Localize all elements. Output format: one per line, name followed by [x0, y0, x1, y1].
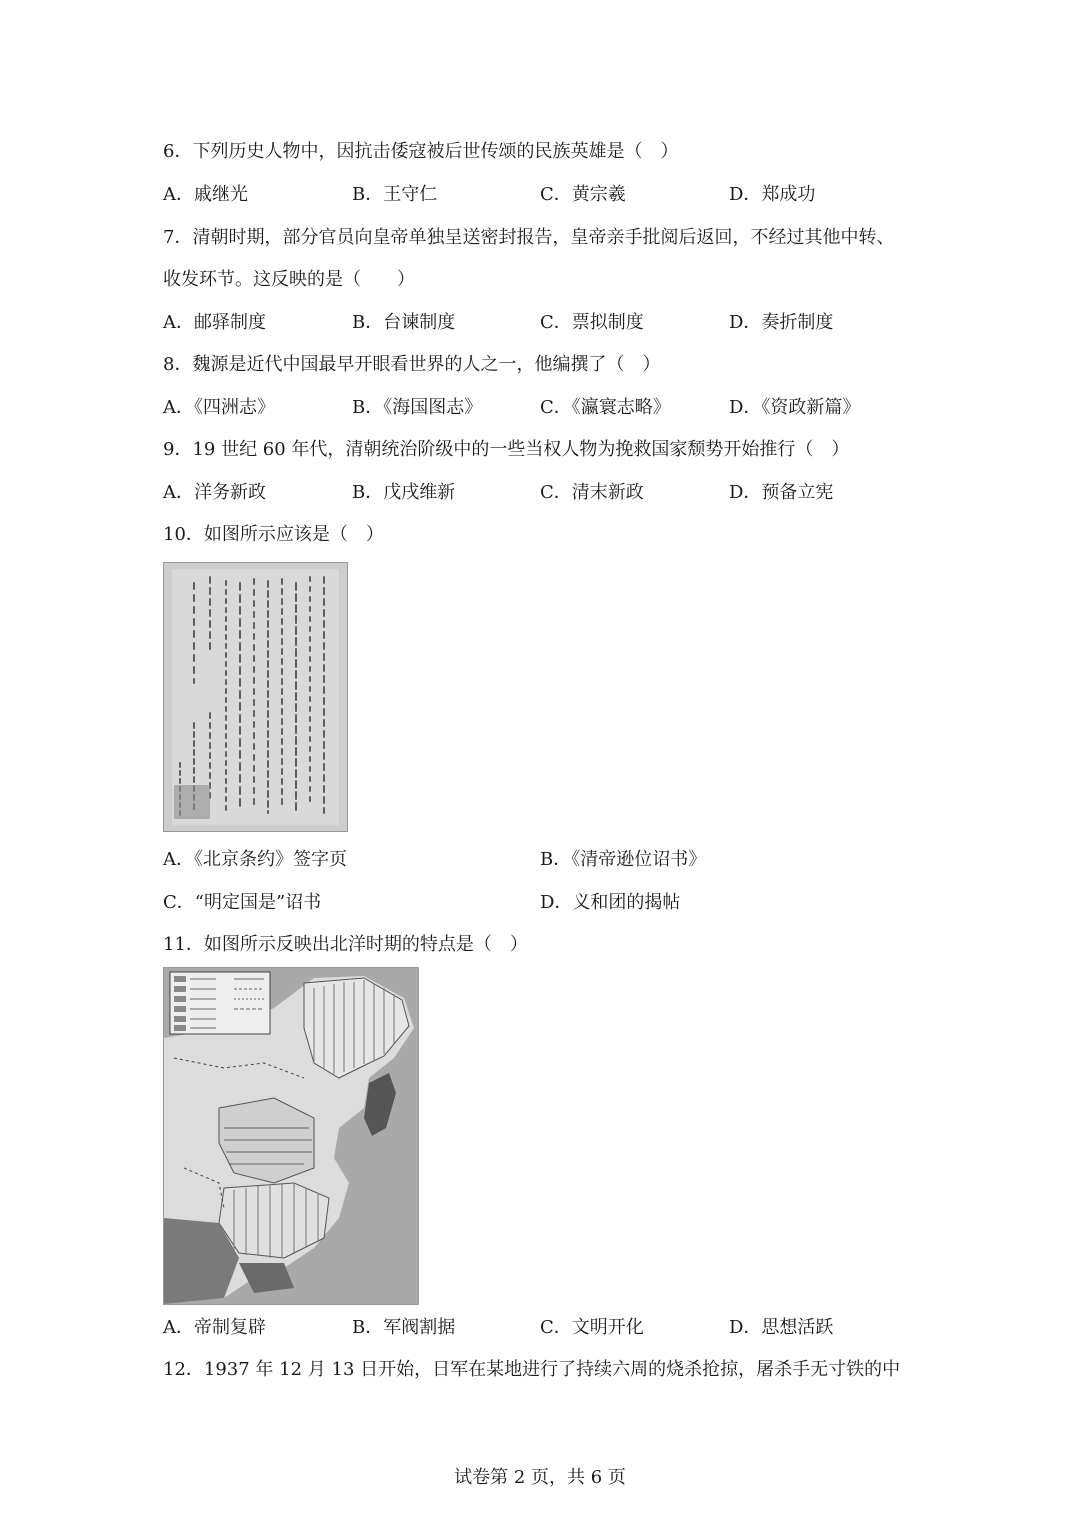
question-8-option-b: B．《海国图志》 [352, 397, 483, 418]
question-8-option-a: A．《四洲志》 [163, 397, 275, 418]
question-7-stem-line-1: 7．清朝时期，部分官员向皇帝单独呈送密封报告，皇帝亲手批阅后返回，不经过其他中转、 [163, 227, 895, 248]
question-6-option-c: C．黄宗羲 [540, 184, 626, 205]
question-9-option-d: D．预备立宪 [729, 482, 834, 503]
question-11-option-d: D．思想活跃 [729, 1317, 834, 1338]
question-7-stem-line-2: 收发环节。这反映的是（ ） [163, 269, 415, 290]
question-6-option-d: D．郑成功 [729, 184, 816, 205]
question-7-option-c: C．票拟制度 [540, 312, 644, 333]
question-11-stem: 11．如图所示反映出北洋时期的特点是（ ） [163, 934, 528, 955]
warlord-map-image [163, 967, 419, 1305]
question-10-option-a: A．《北京条约》签字页 [163, 849, 347, 870]
question-12-stem: 12．1937 年 12 月 13 日开始，日军在某地进行了持续六周的烧杀抢掠，屠杀手无寸铁的中 [163, 1359, 901, 1380]
question-10-option-c: C．“明定国是”诏书 [163, 892, 322, 913]
handwritten-placard-drawing [164, 563, 347, 831]
question-7-option-a: A．邮驿制度 [163, 312, 266, 333]
question-10-option-d: D．义和团的揭帖 [540, 892, 681, 913]
question-10-option-b: B．《清帝逊位诏书》 [540, 849, 707, 870]
handwritten-placard-image [163, 562, 348, 832]
question-11-option-a: A．帝制复辟 [163, 1317, 266, 1338]
question-6-stem: 6．下列历史人物中，因抗击倭寇被后世传颂的民族英雄是（ ） [163, 141, 679, 162]
page-footer: 试卷第 2 页，共 6 页 [454, 1467, 626, 1488]
question-9-option-c: C．清末新政 [540, 482, 644, 503]
question-11-option-c: C．文明开化 [540, 1317, 644, 1338]
question-11-option-b: B．军阀割据 [352, 1317, 456, 1338]
question-10-stem: 10．如图所示应该是（ ） [163, 524, 384, 545]
question-6-option-b: B．王守仁 [352, 184, 438, 205]
question-7-option-d: D．奏折制度 [729, 312, 834, 333]
question-8-stem: 8．魏源是近代中国最早开眼看世界的人之一，他编撰了（ ） [163, 354, 661, 375]
question-6-option-a: A．戚继光 [163, 184, 248, 205]
question-9-option-a: A．洋务新政 [163, 482, 266, 503]
question-8-option-c: C．《瀛寰志略》 [540, 397, 671, 418]
question-7-option-b: B．台谏制度 [352, 312, 456, 333]
question-8-option-d: D．《资政新篇》 [729, 397, 861, 418]
question-9-option-b: B．戊戌维新 [352, 482, 456, 503]
question-9-stem: 9．19 世纪 60 年代，清朝统治阶级中的一些当权人物为挽救国家颓势开始推行（ ） [163, 439, 850, 460]
warlord-map-drawing [164, 968, 418, 1304]
